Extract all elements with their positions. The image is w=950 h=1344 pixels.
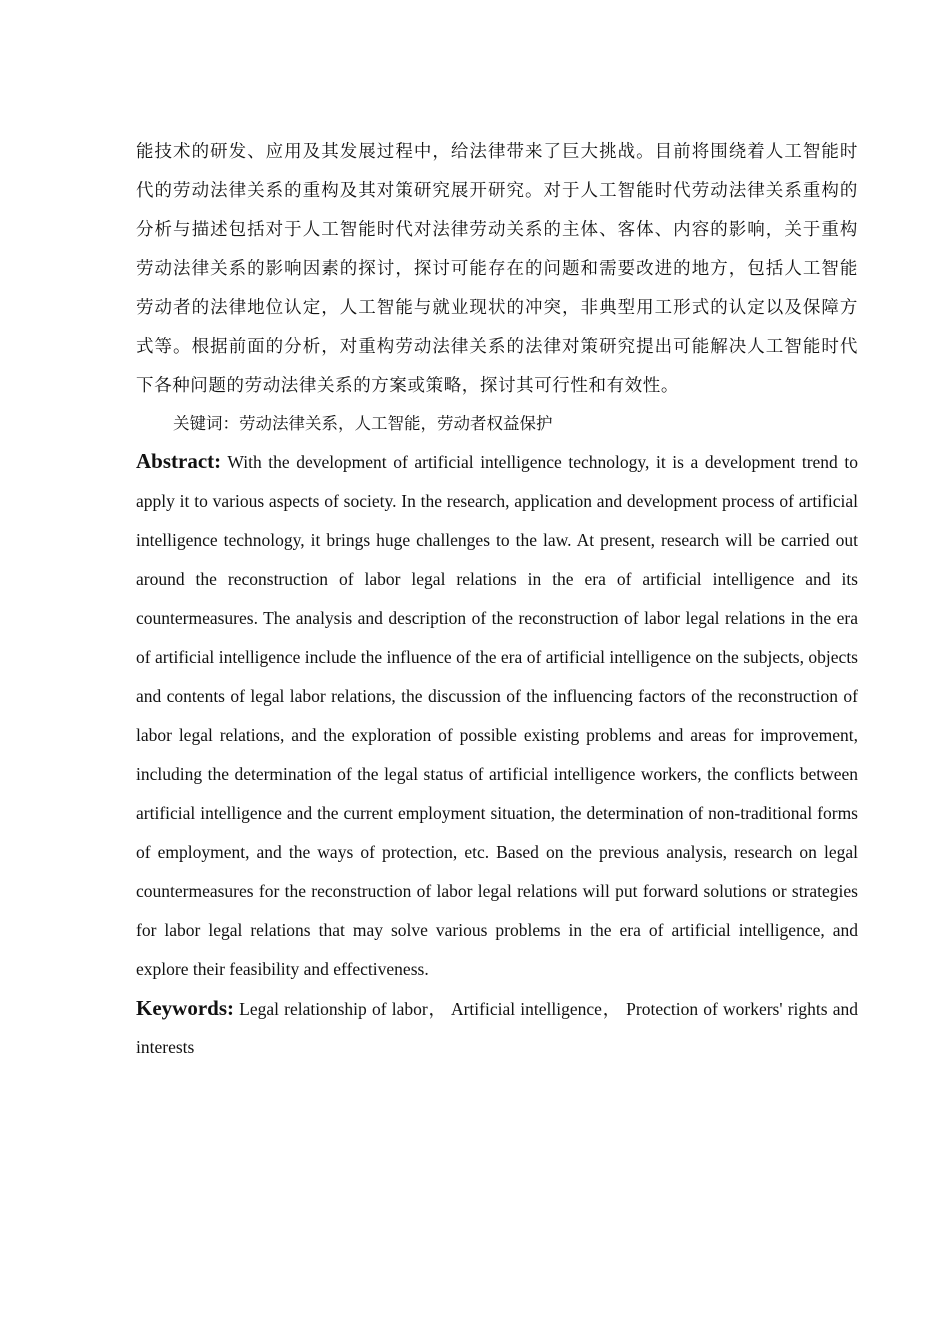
abstract-body: With the development of artificial intelligence technology, it is a development trend to apply it to various aspects of society. In the research, application and development process of artificial intelligence technology, it brings huge challenges to the law. At present, research will be carried out around the reconstruction of labor legal relations in the era of artificial intelligence and its countermeasures. The analysis and description of the reconstruction of labor legal relations in the era of artificial intelligence include the influence of the era of artificial intelligence on the subjects, objects and contents of legal labor relations, the discussion of the influencing factors of the reconstruction of labor legal relations, and the exploration of possible existing problems and areas for improvement, including the determination of the legal status of artificial intelligence workers, the conflicts between artificial intelligence and the current employment situation, the determination of non-traditional forms of employment, and the ways of protection, etc. Based on the previous analysis, research on legal countermeasures for the reconstruction of labor legal relations will put forward solutions or strategies for labor legal relations that may solve various problems in the era of artificial intelligence, and explore their feasibility and effectiveness. <box>136 452 858 979</box>
english-keywords-text: Legal relationship of labor， Artificial intelligence， Protection of workers' rights and interests <box>136 999 858 1057</box>
keywords-heading: Keywords: <box>136 996 234 1020</box>
english-keywords-line <box>136 989 858 1066</box>
document-page <box>136 133 858 1066</box>
chinese-keywords-label: 关键词： <box>173 414 239 433</box>
chinese-keywords-line <box>136 406 858 442</box>
chinese-abstract-paragraph: 能技术的研发、应用及其发展过程中，给法律带来了巨大挑战。目前将围绕着人工智能时代的劳动法律关系的重构及其对策研究展开研究。对于人工智能时代劳动法律关系重构的分析与描述包括对于人工智能时代对法律劳动关系的主体、客体、内容的影响，关于重构劳动法律关系的影响因素的探讨，探讨可能存在的问题和需要改进的地方，包括人工智能劳动者的法律地位认定，人工智能与就业现状的冲突，非典型用工形式的认定以及保障方式等。根据前面的分析，对重构劳动法律关系的法律对策研究提出可能解决人工智能时代下各种问题的劳动法律关系的方案或策略，探讨其可行性和有效性。 <box>136 142 858 396</box>
chinese-keywords-text: 劳动法律关系，人工智能，劳动者权益保护 <box>239 414 553 433</box>
abstract-heading: Abstract: <box>136 449 222 473</box>
english-abstract-paragraph <box>136 442 858 989</box>
